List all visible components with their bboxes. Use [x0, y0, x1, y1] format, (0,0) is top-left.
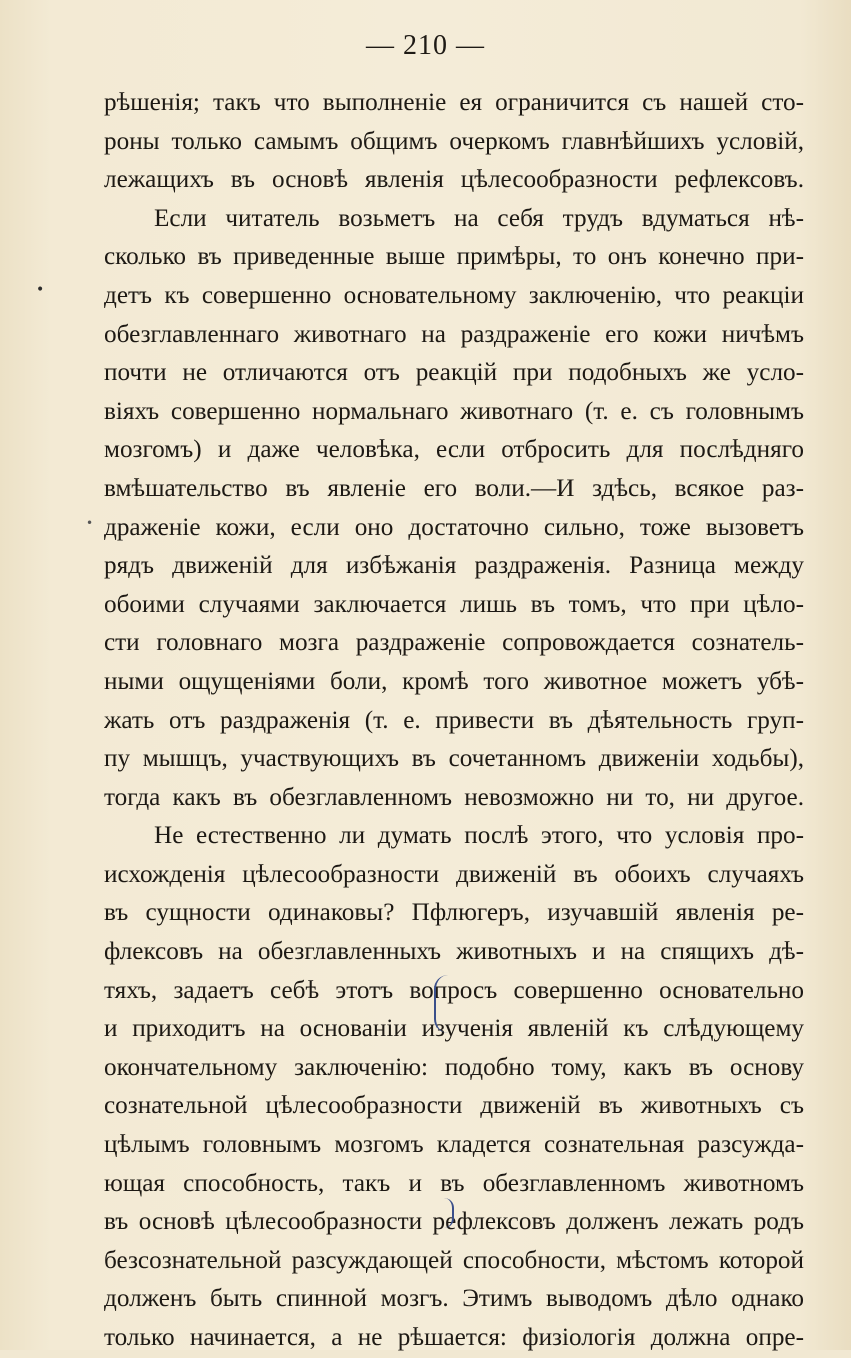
- text-line: почти не отличаются отъ реакцій при подобныхъ же усло-: [104, 359, 804, 387]
- text-line: роны только самымъ общимъ очеркомъ главнѣйшихъ условій,: [104, 127, 804, 155]
- text-line: обезглавленнаго животнаго на раздраженіе его кожи ничѣмъ: [104, 320, 804, 348]
- text-line: тогда какъ въ обезглавленномъ невозможно ни то, ни другое.: [104, 783, 804, 811]
- pencil-bracket-close-icon: [442, 1198, 454, 1228]
- text-line: исхожденія цѣлесообразности движеній въ обоихъ случаяхъ: [104, 860, 804, 888]
- text-line: безсознательной разсуждающей способности, мѣстомъ которой: [104, 1246, 804, 1274]
- text-line: обоими случаями заключается лишь въ томъ, что при цѣло-: [104, 590, 804, 618]
- text-line: мозгомъ) и даже человѣка, если отбросить для послѣдняго: [104, 436, 804, 464]
- text-line: сти головнаго мозга раздраженіе сопровождается сознатель-: [104, 629, 804, 657]
- text-line: лежащихъ въ основѣ явленія цѣлесообразности рефлексовъ.: [104, 166, 804, 194]
- text-line: тяхъ, задаетъ себѣ этотъ вопросъ совершенно основательно: [104, 976, 804, 1004]
- margin-mark: •: [86, 516, 94, 530]
- text-line: окончательному заключенію: подобно тому, какъ въ основу: [104, 1053, 804, 1081]
- text-line: жать отъ раздраженія (т. е. привести въ дѣятельность груп-: [104, 706, 804, 734]
- text-line: драженіе кожи, если оно достаточно сильно, тоже вызоветъ: [104, 513, 804, 541]
- text-line: и приходитъ на основаніи изученія явленій къ слѣдующему: [104, 1015, 804, 1043]
- text-line: віяхъ совершенно нормальнаго животнаго (т. е. съ головнымъ: [104, 397, 804, 425]
- text-line: въ основѣ цѣлесообразности рефлексовъ долженъ лежать родъ: [104, 1208, 804, 1236]
- text-line: цѣлымъ головнымъ мозгомъ кладется сознательная разсужда-: [104, 1131, 804, 1159]
- text-line: пу мышцъ, участвующихъ въ сочетанномъ движеніи ходьбы),: [104, 745, 804, 773]
- text-line: въ сущности одинаковы? Пфлюгеръ, изучавшій явленія ре-: [104, 899, 804, 927]
- body-text: [104, 84, 804, 1358]
- text-line: долженъ быть спинной мозгъ. Этимъ выводомъ дѣло однако: [104, 1285, 804, 1313]
- page-number: — 210 —: [366, 30, 485, 61]
- text-line: сознательной цѣлесообразности движеній въ животныхъ съ: [104, 1092, 804, 1120]
- text-line: вмѣшательство въ явленіе его воли.—И здѣсь, всякое раз-: [104, 474, 804, 502]
- text-line: детъ къ совершенно основательному заключенію, что реакціи: [104, 281, 804, 309]
- text-line: рѣшенія; такъ что выполненіе ея ограничится съ нашей сто-: [104, 89, 804, 116]
- text-line: Если читатель возьметъ на себя трудъ вдуматься нѣ-: [154, 204, 804, 232]
- text-line: сколько въ приведенные выше примѣры, то онъ конечно при-: [104, 243, 804, 271]
- pencil-bracket-open-icon: [434, 975, 450, 1033]
- text-line: ющая способность, такъ и въ обезглавленномъ животномъ: [104, 1169, 804, 1197]
- margin-mark: •: [36, 282, 45, 298]
- text-line: флексовъ на обезглавленныхъ животныхъ и на спящихъ дѣ-: [104, 938, 804, 966]
- text-line: ными ощущеніями боли, кромѣ того животное можетъ убѣ-: [104, 667, 804, 695]
- text-line: только начинается, а не рѣшается: физіологія должна опре-: [104, 1324, 804, 1351]
- text-line: Не естественно ли думать послѣ этого, что условія про-: [154, 822, 804, 850]
- text-line: рядъ движеній для избѣжанія раздраженія. Разница между: [104, 552, 804, 580]
